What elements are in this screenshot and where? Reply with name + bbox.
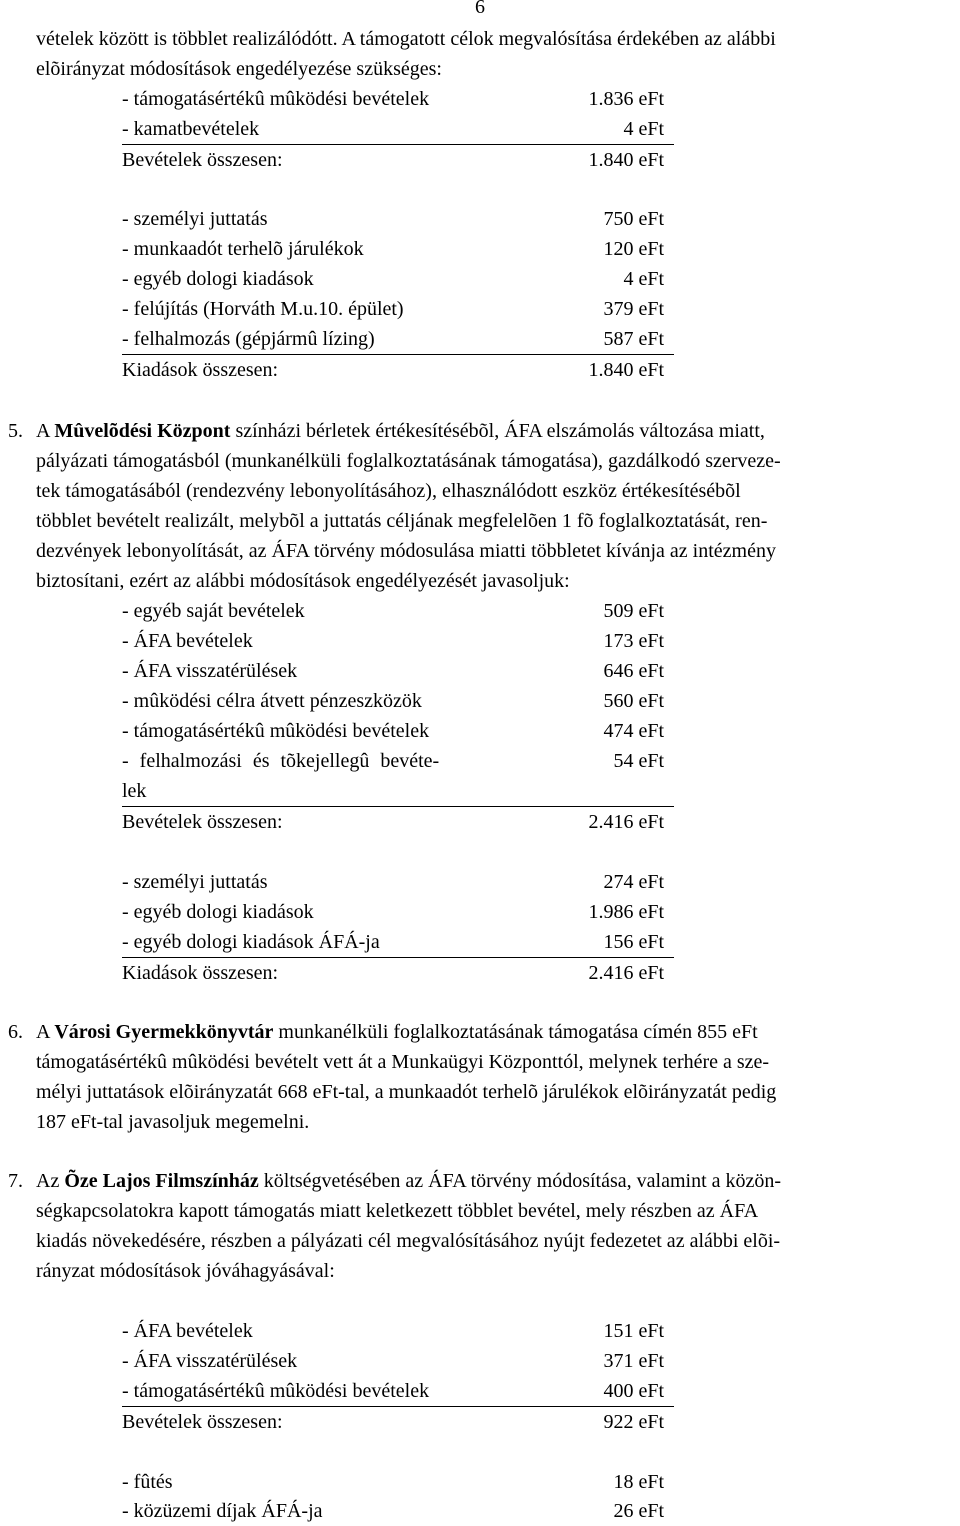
row-value: 474 eFt	[603, 720, 664, 742]
row-value: 646 eFt	[603, 660, 664, 682]
row-label: - egyéb dologi kiadások	[122, 268, 314, 290]
table-row	[122, 1467, 674, 1497]
section-6-line: mélyi juttatások elõirányzatát 668 eFt-tal, a munkaadót terhelõ járulékok elõirányzatát pedig	[36, 1081, 777, 1103]
table-row	[122, 897, 674, 927]
table-row	[122, 867, 674, 897]
table-row	[122, 686, 674, 716]
total-label: Bevételek összesen:	[122, 149, 283, 171]
row-value: 560 eFt	[603, 690, 664, 712]
table-row	[122, 626, 674, 656]
row-label: - ÁFA visszatérülések	[122, 660, 298, 682]
table-row	[122, 746, 674, 776]
row-value: 1.836 eFt	[588, 88, 664, 110]
intro-line-2: elõirányzat módosítások engedélyezése szükséges:	[36, 58, 442, 80]
row-value: 4 eFt	[623, 118, 664, 140]
section-5-paragraph: A Mûvelõdési Központ színházi bérletek értékesítésébõl, ÁFA elszámolás változása miatt,	[36, 420, 765, 442]
table-row	[122, 1346, 674, 1376]
table-row	[122, 596, 674, 626]
section-5-line: többlet bevételt realizált, melybõl a juttatás céljának megfelelõen 1 fõ foglalkoztatását, ren-	[36, 510, 768, 532]
row-label: - fûtés	[122, 1471, 173, 1493]
table-row	[122, 656, 674, 686]
table-row	[122, 1316, 674, 1346]
section-6-paragraph: A Városi Gyermekkönyvtár munkanélküli foglalkoztatásának támogatása címén 855 eFt	[36, 1021, 758, 1043]
section-5-line: dezvények lebonyolítását, az ÁFA törvény módosulása miatti többletet kívánja az intézmény	[36, 540, 776, 562]
institution-name: Városi Gyermekkönyvtár	[54, 1021, 274, 1043]
row-label: - egyéb saját bevételek	[122, 600, 305, 622]
total-label: Bevételek összesen:	[122, 1411, 283, 1433]
section-7-line: kiadás növekedésére, részben a pályázati cél megvalósításához nyújt fedezetet az alábbi elõi-	[36, 1230, 781, 1252]
table-row	[122, 204, 674, 234]
total-label: Kiadások összesen:	[122, 359, 279, 381]
institution-name: Mûvelõdési Központ	[54, 420, 231, 442]
row-label: - felújítás (Horváth M.u.10. épület)	[122, 298, 404, 320]
row-label: - munkaadót terhelõ járulékok	[122, 238, 364, 260]
section-5-line: biztosítani, ezért az alábbi módosítások engedélyezését javasoljuk:	[36, 570, 570, 592]
row-value: 18 eFt	[613, 1471, 664, 1493]
total-value: 2.416 eFt	[588, 962, 664, 984]
table-row	[122, 114, 674, 145]
row-label: - közüzemi díjak ÁFÁ-ja	[122, 1500, 323, 1522]
row-label: - támogatásértékû mûködési bevételek	[122, 720, 430, 742]
row-label: lek	[122, 780, 147, 802]
table-row	[122, 1496, 674, 1526]
table-row	[122, 234, 674, 264]
row-value: 750 eFt	[603, 208, 664, 230]
section-6-line: 187 eFt-tal javasoljuk megemelni.	[36, 1111, 310, 1133]
intro-line-1: vételek között is többlet realizálódótt. A támogatott célok megvalósítása érdekében az alábbi	[36, 28, 776, 50]
section-7-line: ségkapcsolatokra kapott támogatás miatt keletkezett többlet bevétel, mely részben az ÁFA	[36, 1200, 759, 1222]
row-label: - személyi juttatás	[122, 871, 268, 893]
row-label: - felhalmozás (gépjármû lízing)	[122, 328, 375, 350]
row-label: - ÁFA visszatérülések	[122, 1350, 298, 1372]
section-number: 7.	[8, 1170, 23, 1192]
section-5-line: tek támogatásából (rendezvény lebonyolításához), elhasználódott eszköz értékesítésébõl	[36, 480, 741, 502]
institution-name: Õze Lajos Filmszínház	[64, 1170, 259, 1192]
row-value: 274 eFt	[603, 871, 664, 893]
table-row	[122, 84, 674, 114]
row-label: - felhalmozási és tõkejellegû bevéte-	[122, 750, 440, 772]
total-value: 2.416 eFt	[588, 811, 664, 833]
row-label: - személyi juttatás	[122, 208, 268, 230]
table-row-wrap	[122, 776, 674, 807]
total-row	[122, 145, 674, 175]
total-row	[122, 355, 674, 385]
total-value: 1.840 eFt	[588, 149, 664, 171]
row-value: 156 eFt	[603, 931, 664, 953]
row-label: - egyéb dologi kiadások ÁFÁ-ja	[122, 931, 380, 953]
page-number: 6	[475, 0, 485, 18]
total-value: 922 eFt	[603, 1411, 664, 1433]
total-row	[122, 1407, 674, 1437]
row-value: 587 eFt	[603, 328, 664, 350]
table-row	[122, 716, 674, 746]
total-label: Bevételek összesen:	[122, 811, 283, 833]
row-value: 371 eFt	[603, 1350, 664, 1372]
section-7-paragraph: Az Õze Lajos Filmszínház költségvetésében az ÁFA törvény módosítása, valamint a közön-	[36, 1170, 782, 1192]
total-value: 1.840 eFt	[588, 359, 664, 381]
table-row	[122, 927, 674, 958]
section-5-line: pályázati támogatásból (munkanélküli foglalkoztatásának támogatása), gazdálkodó szerveze-	[36, 450, 781, 472]
row-value: 509 eFt	[603, 600, 664, 622]
row-label: - kamatbevételek	[122, 118, 260, 140]
table-row	[122, 294, 674, 324]
row-value: 4 eFt	[623, 268, 664, 290]
row-value: 173 eFt	[603, 630, 664, 652]
section-number: 6.	[8, 1021, 23, 1043]
row-label: - támogatásértékû mûködési bevételek	[122, 88, 430, 110]
table-row	[122, 1376, 674, 1407]
row-label: - mûködési célra átvett pénzeszközök	[122, 690, 422, 712]
section-6-line: támogatásértékû mûködési bevételt vett át a Munkaügyi Központtól, melynek terhére a sze-	[36, 1051, 770, 1073]
section-7-line: rányzat módosítások jóváhagyásával:	[36, 1260, 335, 1282]
row-value: 151 eFt	[603, 1320, 664, 1342]
row-label: - egyéb dologi kiadások	[122, 901, 314, 923]
row-label: - támogatásértékû mûködési bevételek	[122, 1380, 430, 1402]
row-label: - ÁFA bevételek	[122, 630, 253, 652]
total-row	[122, 958, 674, 988]
row-value: 1.986 eFt	[588, 901, 664, 923]
row-label: - ÁFA bevételek	[122, 1320, 253, 1342]
section-number: 5.	[8, 420, 23, 442]
total-row	[122, 807, 674, 837]
table-row	[122, 324, 674, 355]
total-label: Kiadások összesen:	[122, 962, 279, 984]
table-row	[122, 264, 674, 294]
row-value: 54 eFt	[613, 750, 664, 772]
row-value: 400 eFt	[603, 1380, 664, 1402]
row-value: 26 eFt	[613, 1500, 664, 1522]
row-value: 120 eFt	[603, 238, 664, 260]
row-value: 379 eFt	[603, 298, 664, 320]
